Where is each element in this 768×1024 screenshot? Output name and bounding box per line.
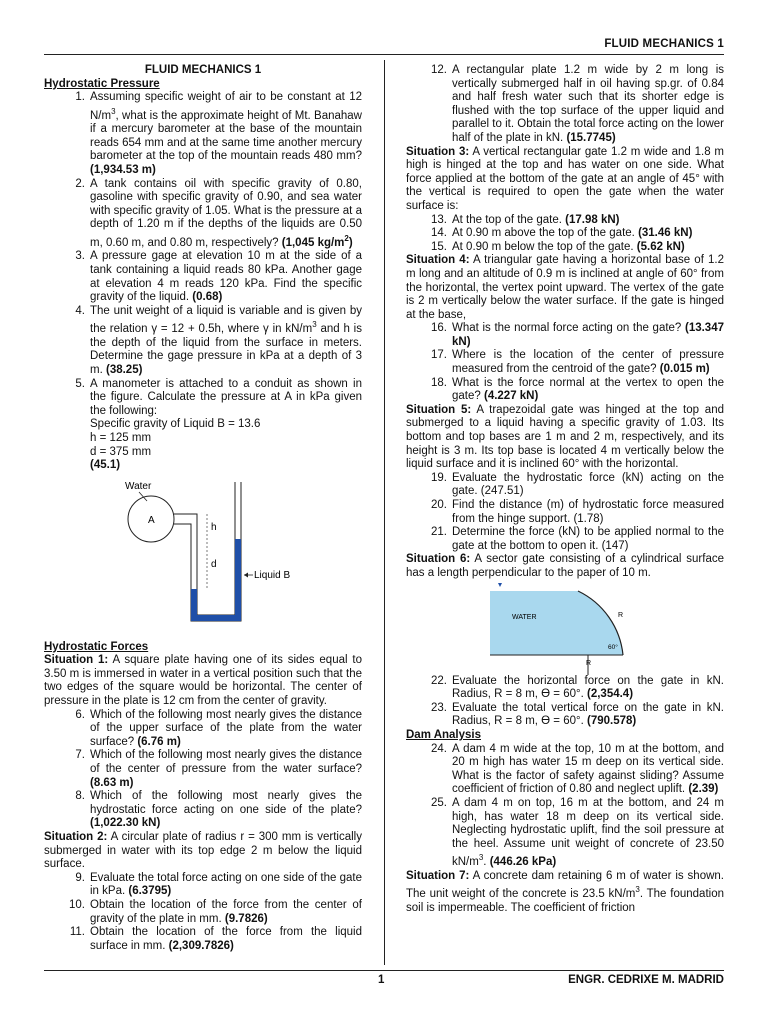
problem-number: 3. (75, 250, 85, 263)
problem-10 (44, 899, 362, 926)
section-heading-hydrostatic-pressure: Hydrostatic Pressure (44, 77, 160, 90)
document-title: FLUID MECHANICS 1 (144, 64, 262, 76)
problem-number: 5. (75, 377, 85, 390)
problem-text (90, 178, 362, 251)
text-part: , what is the approximate height of Mt. Banahaw if a mercury barometer at the base of the mountain reads 654 mm and at the same time another mercury barometer at the top of the mountain reads 480 mm? (90, 109, 362, 163)
answer: (1,022.30 kN) (90, 817, 161, 830)
text-part: A rectangular plate 1.2 m wide by 2 m long is vertically submerged half in oil having sp.gr. of 0.84 and half fresh water such that its shorter edge is flushed with the top surface of the upper liquid and parallel to it. Obtain the total force acting on the lower half of the plate in kN. (452, 64, 724, 144)
answer: (2,354.4) (587, 688, 634, 701)
problem-text (452, 64, 724, 146)
situation-text: A circular plate of radius r = 300 mm is vertically submerged in water with its top edge 2 m below the liquid surface. (44, 831, 362, 871)
text-part: Where is the location of the center of pressure measured from the centroid of the gate? (452, 349, 724, 376)
column-divider (384, 60, 385, 965)
problem-number: 6. (75, 708, 85, 721)
problem-number: 4. (75, 304, 85, 317)
problem-5 (44, 378, 362, 473)
answer: (0.68) (192, 291, 223, 304)
text-part: Assuming specific weight of air to be constant at 12 N/m (90, 91, 362, 122)
problem-22 (406, 675, 724, 702)
text-part: At 0.90 m above the top of the gate. (452, 227, 635, 240)
footer-rule (44, 970, 724, 971)
left-column (44, 64, 362, 953)
problem-1 (44, 91, 362, 177)
problem-number: 19. (431, 471, 447, 484)
text-part: A manometer is attached to a conduit as shown in the figure. Calculate the pressure at A in kPa given the following: (90, 377, 362, 417)
answer: (13.347 kN) (452, 322, 724, 348)
water-label: WATER (512, 613, 537, 621)
problem-number: 21. (431, 526, 447, 539)
problem-23 (406, 702, 724, 729)
answer: (6.76 m) (137, 735, 181, 748)
situation-text: A triangular gate having a horizontal base of 1.2 m long and an altitude of 0.9 m is inclined at angle of 60° from the horizontal, the vertex point upward. The vertex of the gate is 2 m vertically below the water surface. If the gate is hinged at the base, (406, 254, 724, 321)
problem-text (452, 322, 724, 349)
given-value: d = 375 mm (90, 445, 152, 458)
situation-text: A square plate having one of its sides equal to 3.50 m is immersed in water in a vertical position such that the two edges of the square would be horizontal. The center of pressure in the plate is 12 cm from the center of gravity. (44, 654, 362, 708)
manometer-figure (103, 477, 303, 625)
problem-number: 13. (431, 213, 447, 226)
situation-label: Situation 3: (406, 145, 470, 158)
problem-18 (406, 377, 724, 404)
problem-9 (44, 872, 362, 899)
text-part: Evaluate the total vertical force on the gate in kN. Radius, R = 8 m, ϴ = 60°. (452, 701, 724, 728)
situation-5 (406, 404, 724, 472)
author-name: ENGR. CEDRIXE M. MADRID (568, 974, 724, 986)
problem-text (90, 378, 362, 473)
problem-number: 12. (431, 64, 447, 76)
problem-17 (406, 349, 724, 376)
problem-text (452, 349, 724, 376)
problem-8 (44, 790, 362, 831)
situation-7 (406, 870, 724, 916)
problem-14 (406, 227, 724, 241)
problem-19 (406, 472, 724, 499)
problem-text (452, 377, 724, 404)
situation-3 (406, 146, 724, 214)
problem-text: Find the distance (m) of hydrostatic force measured from the hinge support. (1.78) (452, 499, 724, 525)
answer-part: ) (348, 236, 353, 249)
given-value: Specific gravity of Liquid B = 13.6 (90, 418, 261, 431)
problem-text (90, 305, 362, 378)
problem-4 (44, 305, 362, 378)
text-part: What is the normal force acting on the gate? (452, 322, 682, 335)
problem-number: 17. (431, 349, 447, 362)
answer-part: (1,045 kg/m (281, 236, 345, 249)
right-column (406, 64, 724, 915)
problem-24 (406, 743, 724, 797)
situation-text: . The foundation soil is impermeable. The coefficient of friction (406, 888, 724, 914)
answer: (790.578) (587, 715, 637, 728)
situation-6 (406, 553, 724, 580)
running-header: FLUID MECHANICS 1 (604, 38, 724, 50)
problem-number: 11. (69, 926, 85, 939)
situation-1 (44, 654, 362, 708)
d-label: d (211, 558, 217, 570)
angle-label: 60° (608, 643, 618, 651)
answer: (2.39) (688, 783, 719, 796)
problem-15 (406, 241, 724, 255)
problem-6 (44, 709, 362, 750)
situation-label: Situation 5: (406, 403, 472, 416)
situation-label: Situation 2: (44, 831, 108, 844)
answer: (31.46 kN) (638, 227, 693, 240)
problem-number: 18. (431, 376, 447, 389)
problem-text (452, 797, 724, 870)
problem-11 (44, 926, 362, 953)
water-surface-icon (498, 583, 502, 587)
problem-number: 10. (69, 898, 85, 911)
answer (281, 233, 353, 249)
problem-text (90, 899, 362, 926)
text-part: Evaluate the total force acting on one side of the gate in kPa. (90, 871, 362, 898)
liquid-b-bottom (191, 615, 241, 621)
water-label: Water (125, 480, 152, 492)
text-part: Which of the following most nearly gives the hydrostatic force acting on one side of the plate? (90, 790, 362, 816)
radius-label-bottom: R (586, 659, 592, 667)
given-value: h = 125 mm (90, 431, 152, 444)
problem-21 (406, 526, 724, 553)
answer: (4.227 kN) (483, 390, 539, 403)
situation-text: A concrete dam retaining 6 m of water is shown. The unit weight of the concrete is 23.5 kN/m (406, 869, 724, 901)
situation-label: Situation 7: (406, 869, 470, 882)
text-part: What is the force normal at the vertex to open the gate? (452, 376, 724, 403)
answer: (38.25) (105, 363, 143, 376)
problem-number: 7. (75, 749, 85, 762)
problem-number: 16. (431, 322, 447, 335)
situation-label: Situation 1: (44, 654, 109, 667)
text-part: Obtain the location of the force from the center of gravity of the plate in mm. (90, 898, 362, 925)
radius-label-top: R (618, 611, 624, 619)
problem-number: 2. (75, 177, 85, 190)
manometer-outer-wall (174, 514, 235, 615)
text-part: A tank contains oil with specific gravity of 0.80, gasoline with specific gravity of 0.90, and sea water with specific gravity of 1.05. What is the pressure at a depth of 1.20 m if the depths of the liquids are 0.50 m, 0.60 m, and 0.80 m, respectively? (90, 177, 362, 249)
superscript: 3 (312, 320, 317, 330)
problem-3 (44, 250, 362, 304)
text-part: A dam 4 m on top, 16 m at the bottom, and 24 m high, has water 18 m deep on its vertical side. Neglecting hydrostatic uplift, find the soil pressure at the heel. Assume unit weight of concrete of 23.50 kN/m (452, 796, 724, 869)
text-part: Obtain the location of the force from the liquid surface in mm. (90, 926, 362, 952)
problem-text (90, 250, 362, 304)
problem-number: 23. (431, 701, 447, 714)
h-label: h (211, 521, 217, 533)
answer: (9.7826) (224, 912, 268, 925)
problem-12 (406, 64, 724, 146)
problem-number: 24. (431, 742, 447, 755)
text-part: Evaluate the horizontal force on the gate in kN. Radius, R = 8 m, ϴ = 60°. (452, 674, 724, 701)
problem-text (90, 709, 362, 750)
section-heading-dam-analysis: Dam Analysis (406, 728, 481, 741)
problem-16 (406, 322, 724, 349)
problem-2 (44, 178, 362, 251)
answer: (0.015 m) (659, 363, 710, 376)
answer: (8.63 m) (90, 776, 134, 789)
problem-text (452, 702, 724, 729)
point-a-label: A (148, 514, 155, 526)
problem-text (90, 872, 362, 899)
problem-text: Determine the force (kN) to be applied normal to the gate at the bottom to open it. (147) (452, 526, 724, 552)
problem-number: 15. (431, 240, 447, 253)
superscript: 2 (344, 233, 349, 243)
problem-text (452, 227, 724, 241)
text-part: A dam 4 m wide at the top, 10 m at the bottom, and 20 m high has water 15 m deep on its vertical side. What is the factor of safety against sliding? Assume coefficient of friction of 0.80 and neglect uplift. (452, 742, 724, 796)
situation-2 (44, 831, 362, 872)
answer: (446.26 kPa) (489, 856, 557, 869)
liquid-b-label: Liquid B (254, 569, 291, 581)
sector-gate-figure (490, 583, 640, 675)
text-part: . (483, 856, 487, 869)
situation-text: A vertical rectangular gate 1.2 m wide and 1.8 m high is hinged at the top and has water on one side. What force applied at the bottom of the gate at an angle of 45° with the vertical is required to open the gate when the water surface is: (406, 145, 724, 212)
header-rule (44, 54, 724, 55)
situation-text: A trapezoidal gate was hinged at the top and submerged to a liquid having a specific gravity of 1.03. Its bottom and top bases are 1 m and 2 m, respectively, and its height is 3 m. Its top base is located 4 m vertically below the liquid surface and it is inclined 60° with the horizontal. (406, 403, 724, 471)
answer: (15.7745) (566, 131, 616, 144)
problem-number: 14. (431, 227, 447, 240)
superscript: 3 (478, 853, 484, 863)
situation-4 (406, 254, 724, 322)
text-part: and h is the depth of the liquid from the surface in meters. Determine the gage pressure in kPa at a depth of 3 m. (90, 323, 362, 376)
problem-number: 20. (431, 499, 447, 511)
text-part: The unit weight of a liquid is variable and is given by the relation γ = 12 + 0.5h, where γ in kN/m (90, 304, 362, 336)
problem-25 (406, 797, 724, 870)
answer: (2,309.7826) (168, 939, 234, 952)
problem-7 (44, 749, 362, 790)
situation-label: Situation 4: (406, 254, 470, 267)
answer: (17.98 kN) (565, 213, 620, 226)
text-part: At the top of the gate. (452, 213, 562, 226)
answer: (45.1) (90, 459, 121, 472)
water-region (490, 591, 623, 655)
situation-label: Situation 6: (406, 553, 471, 566)
problem-number: 22. (431, 674, 447, 687)
problem-text (452, 743, 724, 797)
text-part: Which of the following most nearly gives the distance of the center of pressure from the water surface? (90, 749, 362, 776)
page-number: 1 (378, 974, 385, 986)
problem-text (90, 926, 362, 953)
problem-13 (406, 214, 724, 228)
answer: (6.3795) (128, 885, 172, 898)
problem-text (452, 241, 724, 255)
text-part: At 0.90 m below the top of the gate. (452, 240, 634, 253)
answer: (1,934.53 m) (90, 163, 156, 176)
problem-text: Evaluate the hydrostatic force (kN) acting on the gate. (247.51) (452, 471, 724, 498)
problem-text (452, 214, 724, 228)
superscript: 3 (635, 885, 640, 895)
problem-text (90, 91, 362, 177)
arrow-head (244, 572, 248, 577)
problem-text (90, 749, 362, 790)
superscript: 3 (111, 106, 116, 116)
problem-number: 8. (75, 790, 85, 803)
section-heading-hydrostatic-forces: Hydrostatic Forces (44, 640, 149, 653)
answer: (5.62 kN) (636, 240, 685, 253)
problem-text (90, 790, 362, 831)
problem-20 (406, 499, 724, 526)
text-part: Which of the following most nearly gives the distance of the upper surface of the plate from the water surface? (90, 708, 362, 748)
problem-number: 9. (75, 871, 85, 884)
problem-number: 1. (75, 91, 85, 104)
problem-number: 25. (431, 796, 447, 809)
text-part: A pressure gage at elevation 10 m at the side of a tank containing a liquid reads 80 kPa. Another gage at elevation 4 m reads 120 kPa. Find the specific gravity of the liquid. (90, 250, 362, 304)
manometer-inner-wall (174, 482, 241, 621)
liquid-b-right-leg (235, 539, 241, 621)
situation-text: A sector gate consisting of a cylindrical surface has a length perpendicular to the paper of 10 m. (406, 553, 724, 579)
problem-text (452, 675, 724, 702)
